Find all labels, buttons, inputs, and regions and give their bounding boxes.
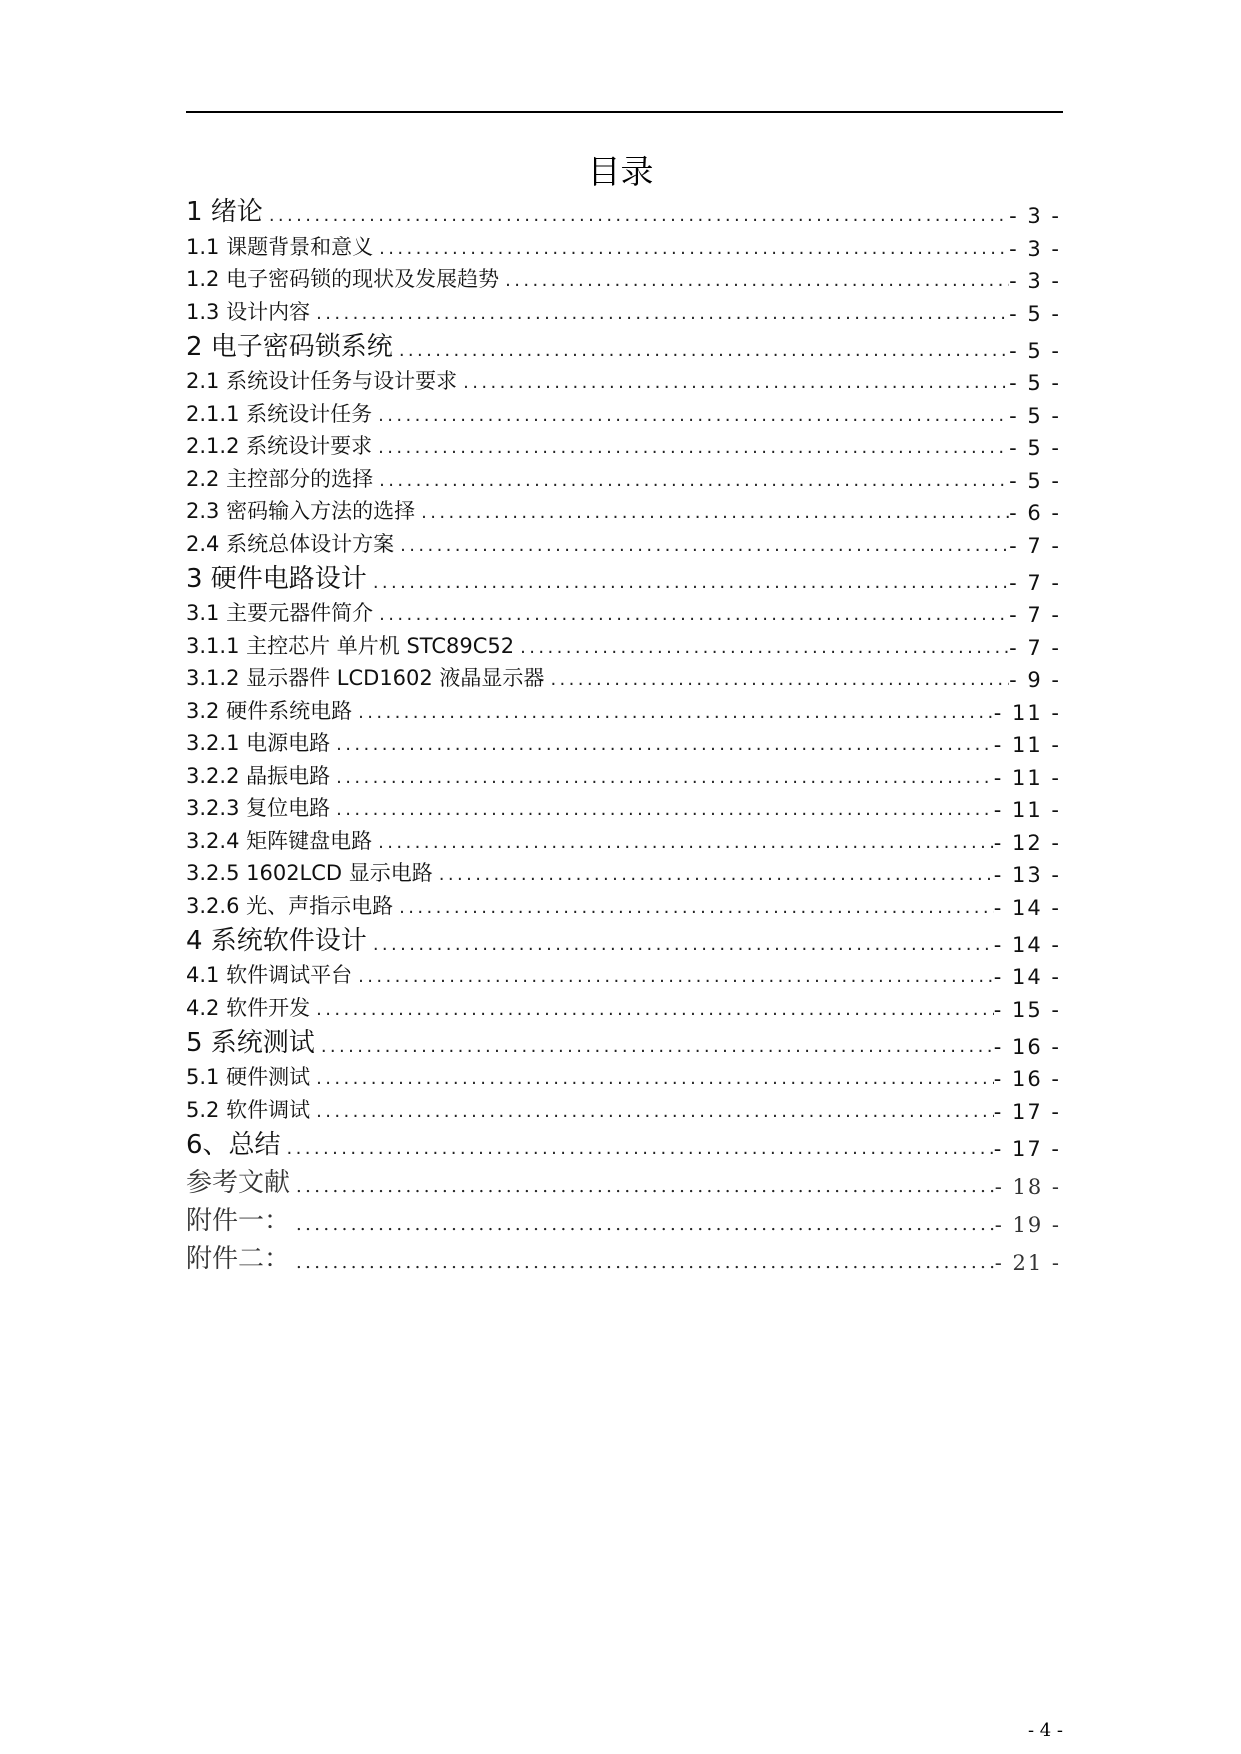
toc-entry[interactable] (186, 1095, 1061, 1128)
toc-entry[interactable] (186, 529, 1061, 562)
toc-leader-dots (352, 966, 994, 993)
toc-entry[interactable] (186, 1026, 1061, 1063)
toc-entry-page: - 5 - (1009, 338, 1061, 363)
toc-leader-dots (263, 205, 1009, 232)
toc-leader-dots (393, 340, 1009, 367)
toc-entry-label: 3 硬件电路设计 (186, 563, 367, 594)
toc-entry-label: 3.1.2 显示器件 LCD1602 液晶显示器 (186, 666, 545, 690)
toc-entry-label: 4.2 软件开发 (186, 995, 311, 1020)
toc-entry[interactable] (186, 497, 1061, 530)
toc-entry-page: - 5 - (1009, 468, 1061, 493)
toc-entry-page: - 9 - (1009, 668, 1061, 692)
toc-entry[interactable] (186, 232, 1061, 265)
toc-entry[interactable] (186, 330, 1061, 367)
toc-entry[interactable] (186, 761, 1061, 794)
toc-entry-label: 1.3 设计内容 (186, 299, 311, 324)
toc-entry-page: - 14 - (993, 895, 1061, 920)
toc-entry-label: 1.1 课题背景和意义 (186, 234, 374, 259)
toc-entry-page: - 18 - (994, 1174, 1061, 1199)
toc-entry-label: 3.2.4 矩阵键盘电路 (186, 828, 373, 853)
toc-entry-label: 2 电子密码锁系统 (186, 331, 393, 362)
toc-leader-dots (433, 864, 994, 891)
toc-entry-page: - 11 - (993, 798, 1061, 822)
toc-entry-label: 3.1 主要元器件简介 (186, 601, 374, 625)
toc-entry-page: - 16 - (993, 1034, 1061, 1059)
toc-entry[interactable] (186, 664, 1061, 697)
toc-entry-page: - 3 - (1009, 204, 1061, 228)
toc-entry[interactable] (186, 794, 1061, 827)
toc-entry[interactable] (186, 924, 1061, 961)
toc-entry[interactable] (186, 297, 1061, 330)
toc-entry-page: - 3 - (1009, 236, 1061, 261)
toc-entry[interactable] (186, 961, 1061, 994)
toc-entry[interactable] (186, 1241, 1061, 1279)
toc-entry[interactable] (186, 696, 1061, 729)
toc-entry[interactable] (186, 1063, 1061, 1096)
toc-entry[interactable] (186, 631, 1061, 664)
toc-leader-dots (372, 437, 1009, 464)
toc-entry-page: - 11 - (993, 700, 1061, 725)
toc-entry-label: 4.1 软件调试平台 (186, 963, 353, 987)
toc-entry[interactable] (186, 993, 1061, 1026)
toc-entry-label: 2.1 系统设计任务与设计要求 (186, 369, 458, 393)
toc-entry-page: - 13 - (993, 863, 1061, 887)
toc-entry[interactable] (186, 432, 1061, 465)
toc-entry-label: 6、总结 (186, 1129, 281, 1160)
toc-entry-page: - 5 - (1009, 403, 1061, 428)
toc-entry-page: - 12 - (993, 830, 1061, 855)
page-title: 目录 (587, 152, 654, 191)
toc-entry-label: 5.1 硬件测试 (186, 1065, 311, 1089)
toc-entry-page: - 15 - (993, 997, 1061, 1022)
toc-leader-dots (499, 270, 1009, 297)
toc-entry[interactable] (186, 399, 1061, 432)
toc-entry-label: 2.1.1 系统设计任务 (186, 401, 373, 426)
toc-entry-label: 2.2 主控部分的选择 (186, 466, 374, 491)
toc-entry-page: - 7 - (1009, 533, 1061, 558)
toc-leader-dots (394, 535, 1009, 562)
page-number: - 4 - (1027, 1720, 1063, 1741)
toc-leader-dots (281, 1138, 994, 1165)
toc-entry-page: - 3 - (1009, 269, 1061, 293)
toc-entry-label: 3.2.3 复位电路 (186, 796, 331, 820)
toc-entry[interactable] (186, 1203, 1061, 1241)
toc-leader-dots (393, 897, 994, 924)
toc-leader-dots (457, 372, 1009, 399)
toc-entry-label: 附件一： (186, 1205, 291, 1236)
toc-entry-label: 5.2 软件调试 (186, 1097, 311, 1122)
toc-leader-dots (373, 604, 1009, 631)
toc-entry[interactable] (186, 562, 1061, 599)
toc-leader-dots (372, 832, 994, 859)
toc-entry-page: - 6 - (1009, 501, 1061, 525)
toc-leader-dots (310, 1068, 994, 1095)
toc-entry-label: 参考文献 (186, 1167, 291, 1198)
toc-entry-label: 附件二： (186, 1243, 291, 1274)
toc-entry-label: 4 系统软件设计 (186, 925, 367, 956)
toc-entry-label: 2.4 系统总体设计方案 (186, 531, 395, 556)
toc-entry[interactable] (186, 891, 1061, 924)
toc-entry[interactable] (186, 1165, 1061, 1203)
toc-leader-dots (544, 669, 1009, 696)
toc-leader-dots (290, 1176, 995, 1203)
toc-entry-page: - 5 - (1009, 436, 1061, 460)
toc-leader-dots (367, 934, 994, 961)
toc-entry-page: - 19 - (994, 1212, 1061, 1237)
toc-entry-label: 3.2.2 晶振电路 (186, 763, 331, 788)
header-rule (186, 111, 1063, 113)
toc-leader-dots (310, 999, 994, 1026)
toc-entry[interactable] (186, 195, 1061, 232)
toc-entry-label: 3.1.1 主控芯片 单片机 STC89C52 (186, 633, 515, 658)
toc-entry-page: - 7 - (1009, 603, 1061, 627)
toc-entry-page: - 14 - (993, 965, 1061, 989)
toc-leader-dots (373, 470, 1009, 497)
toc-leader-dots (330, 767, 994, 794)
toc-entry[interactable] (186, 265, 1061, 298)
toc-entry[interactable] (186, 729, 1061, 762)
toc-leader-dots (330, 734, 994, 761)
toc-entry-label: 3.2.1 电源电路 (186, 731, 331, 755)
toc-entry-label: 2.3 密码输入方法的选择 (186, 499, 416, 523)
toc-entry[interactable] (186, 1128, 1061, 1165)
toc-entry-page: - 7 - (1009, 635, 1061, 660)
toc-leader-dots (315, 1036, 994, 1063)
toc-leader-dots (514, 637, 1009, 664)
toc-entry-label: 1 绪论 (186, 197, 263, 227)
toc-entry-label: 3.2.5 1602LCD 显示电路 (186, 861, 433, 885)
toc-entry[interactable] (186, 826, 1061, 859)
toc-entry-label: 1.2 电子密码锁的现状及发展趋势 (186, 267, 500, 291)
toc-entry-page: - 11 - (993, 733, 1061, 757)
toc-entry-label: 5 系统测试 (186, 1027, 315, 1058)
toc-entry-page: - 5 - (1009, 301, 1061, 326)
toc-entry-page: - 7 - (1009, 570, 1061, 595)
toc-leader-dots (310, 303, 1009, 330)
toc-entry-page: - 11 - (993, 765, 1061, 790)
toc-leader-dots (367, 572, 1009, 599)
toc-entry[interactable] (186, 859, 1061, 892)
toc-entry-page: - 17 - (993, 1136, 1061, 1161)
toc-entry-label: 2.1.2 系统设计要求 (186, 434, 373, 458)
toc-leader-dots (290, 1252, 995, 1279)
toc-leader-dots (310, 1101, 994, 1128)
toc-entry-page: - 17 - (993, 1099, 1061, 1124)
toc-entry[interactable] (186, 367, 1061, 400)
toc-leader-dots (330, 799, 994, 826)
toc-leader-dots (415, 502, 1009, 529)
toc-entry-page: - 16 - (993, 1067, 1061, 1091)
toc-entry-page: - 14 - (993, 932, 1061, 957)
toc-entry-label: 3.2 硬件系统电路 (186, 698, 353, 723)
toc-entry-label: 3.2.6 光、声指示电路 (186, 893, 394, 918)
toc-entry[interactable] (186, 464, 1061, 497)
toc-leader-dots (290, 1214, 995, 1241)
toc-entry-page: - 21 - (994, 1250, 1061, 1275)
toc-entry[interactable] (186, 599, 1061, 632)
toc-leader-dots (372, 405, 1009, 432)
table-of-contents (186, 195, 1061, 1279)
toc-leader-dots (352, 702, 994, 729)
toc-entry-page: - 5 - (1009, 371, 1061, 395)
toc-leader-dots (373, 238, 1009, 265)
